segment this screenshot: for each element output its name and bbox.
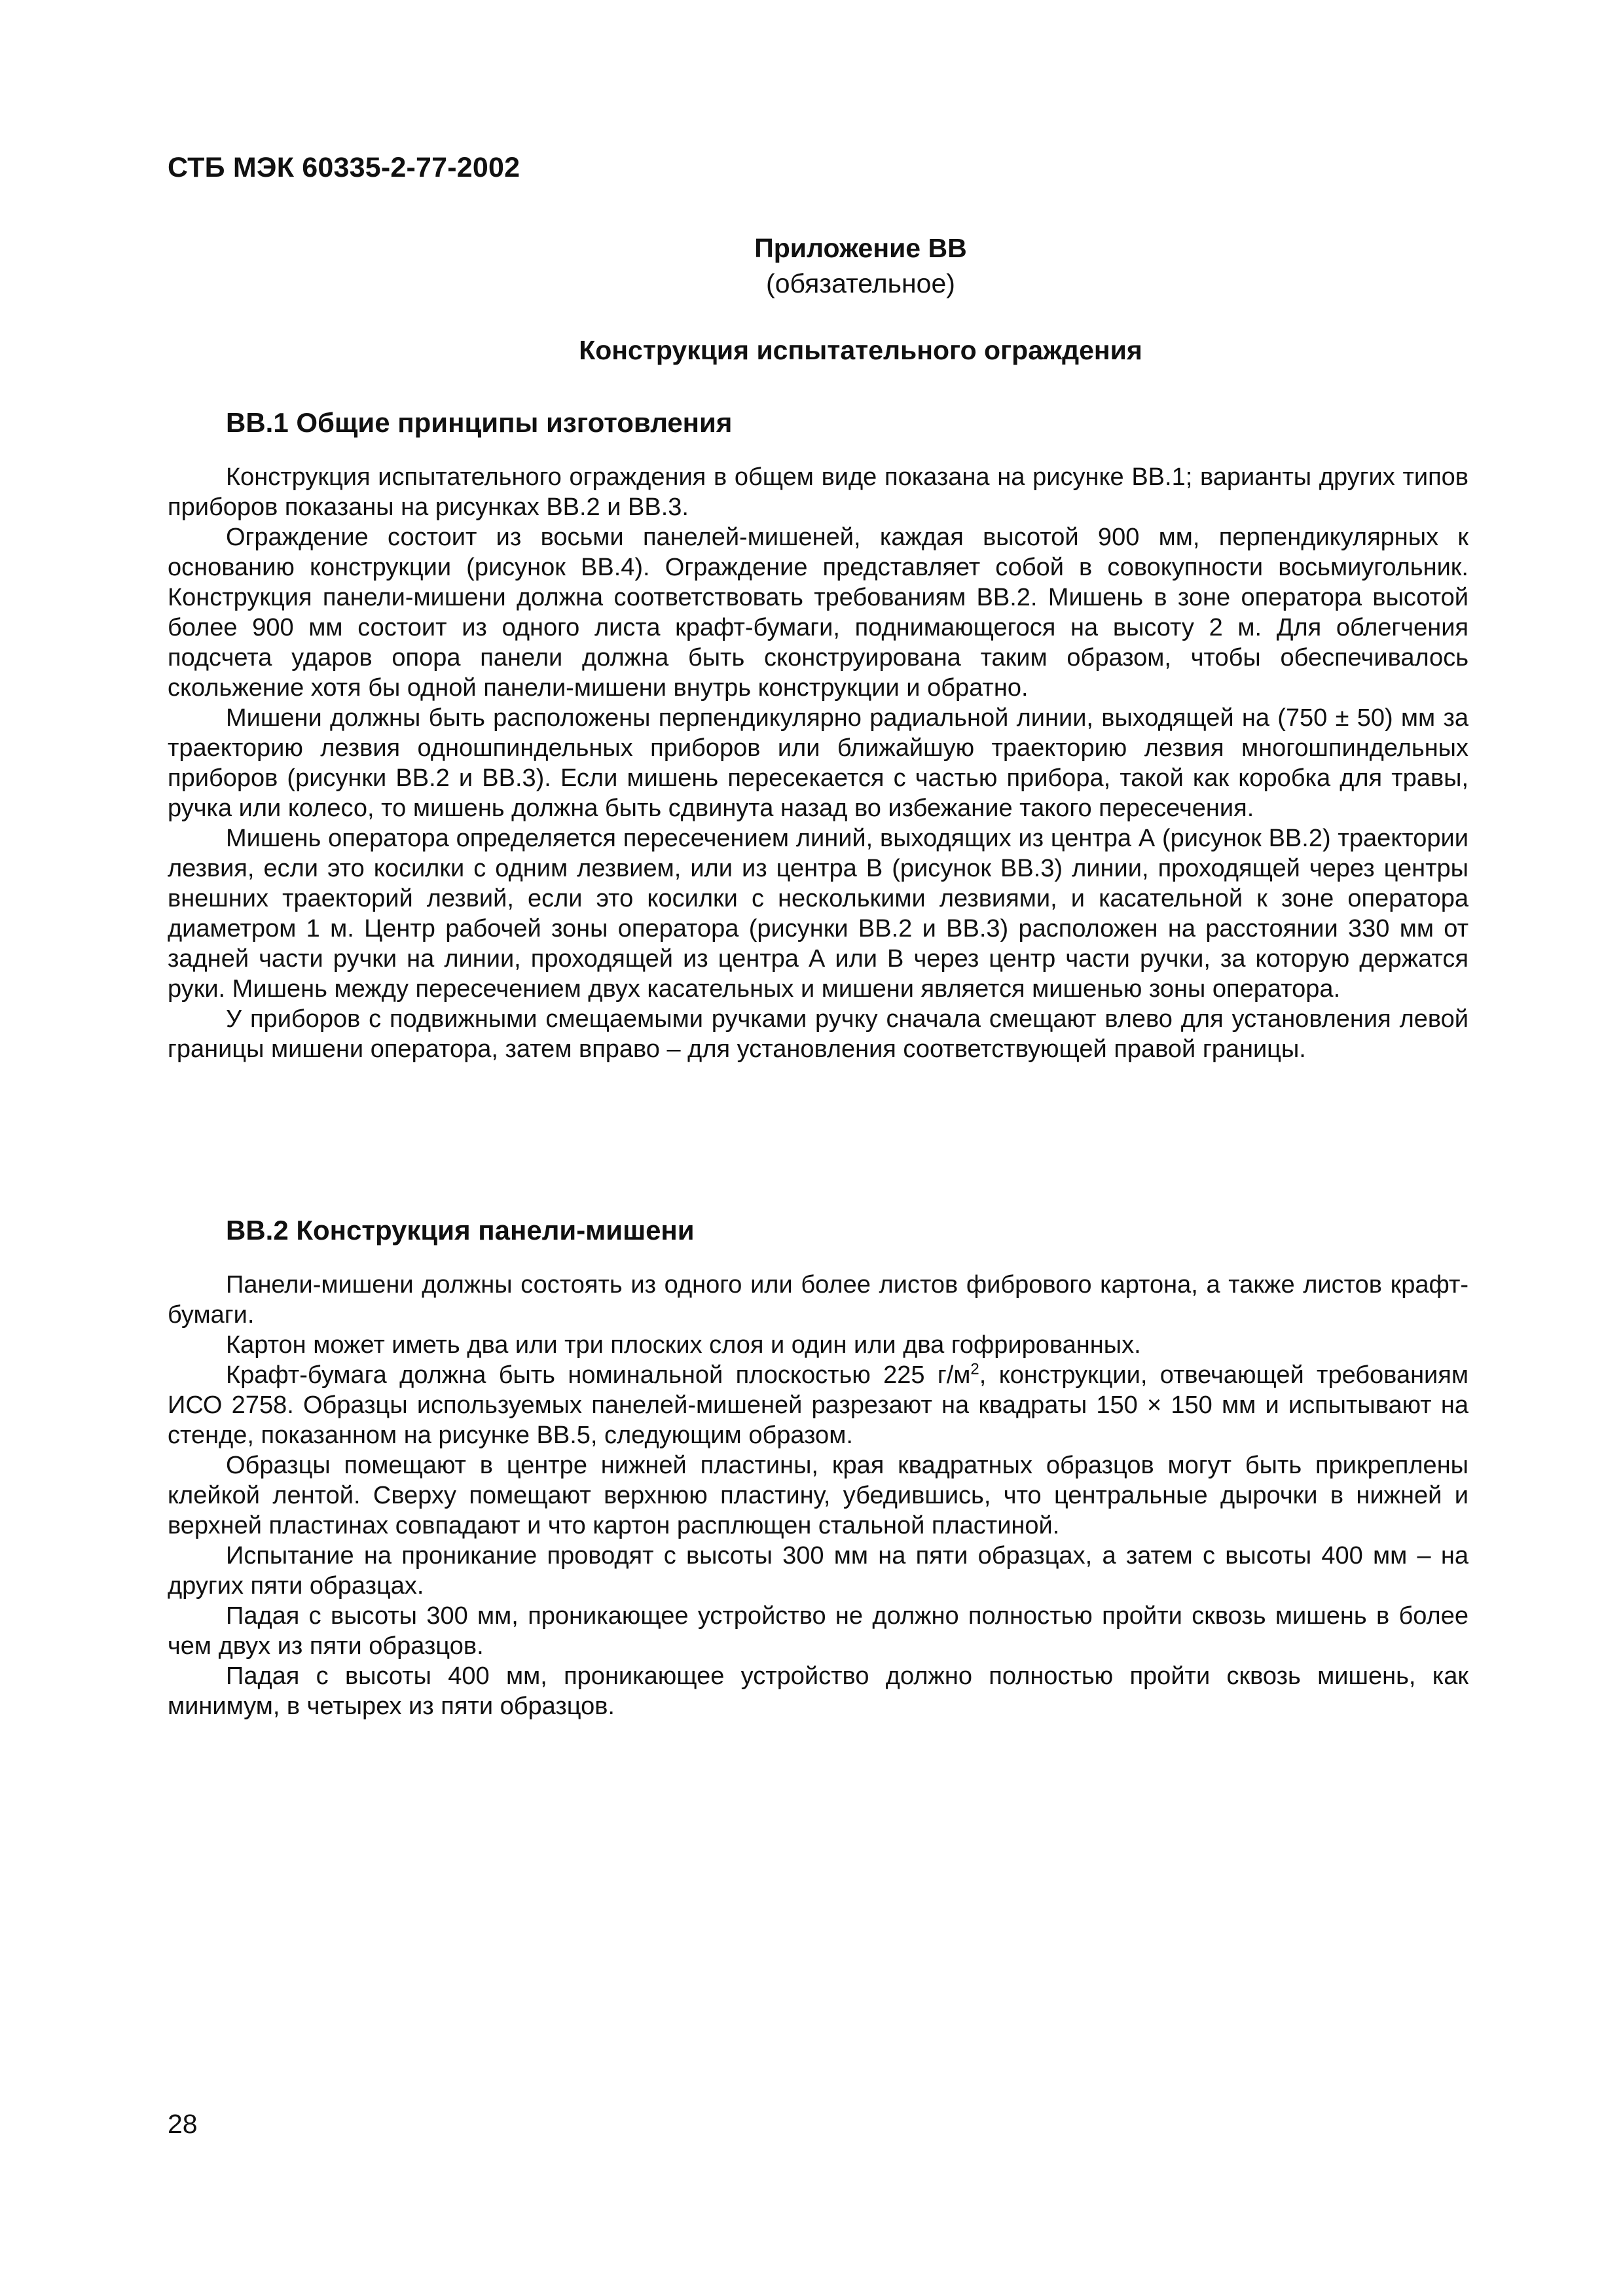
paragraph: Падая с высоты 300 мм, проникающее устройство не должно полностью пройти сквозь мишень в более чем двух из пяти образцов. (168, 1602, 1468, 1660)
annex-title: Приложение ВВ (754, 233, 967, 263)
paragraph: Испытание на проникание проводят с высоты 300 мм на пяти образцах, а затем с высоты 400 мм – на других пяти образцах. (168, 1542, 1468, 1600)
paragraph-text: , конструкции, отвечающей требованиям ИСО 2758. Образцы используемых панелей-мишеней разрезают на квадраты 150 × 150 мм и испытывают на стенде, показанном на рисунке ВВ.5, следующим образом. (168, 1361, 1468, 1449)
paragraph-text: Крафт-бумага должна быть номинальной плоскостью 225 г/м (226, 1361, 971, 1389)
paragraph (168, 1360, 1468, 1450)
superscript: 2 (970, 1360, 979, 1378)
paragraph: Панели-мишени должны состоять из одного или более листов фибрового картона, а также листов крафт-бумаги. (168, 1271, 1468, 1329)
paragraph: Конструкция испытательного ограждения в общем виде показана на рисунке ВВ.1; варианты других типов приборов показаны на рисунках ВВ.2 и ВВ.3. (168, 463, 1468, 521)
paragraph: Мишени должны быть расположены перпендикулярно радиальной линии, выходящей на (750 ± 50) мм за траекторию лезвия одношпиндельных приборов или ближайшую траекторию лезвия многошпиндельных приборов (рисунки ВВ.2 и ВВ.3). Если мишень пересекается с частью прибора, такой как коробка для травы, ручка или колесо, то мишень должна быть сдвинута назад во избежание такого пересечения. (168, 704, 1468, 822)
section-bb1-body (168, 462, 1468, 1064)
annex-heading: Конструкция испытательного ограждения (579, 335, 1142, 365)
section-bb2-body (168, 1270, 1468, 1721)
annex-status: (обязательное) (766, 268, 955, 298)
paragraph: Образцы помещают в центре нижней пластины, края квадратных образцов могут быть прикреплены клейкой лентой. Сверху помещают верхнюю пластину, убедившись, что центральные дырочки в нижней и верхней пластинах совпадают и что картон расплющен стальной пластиной. (168, 1452, 1468, 1539)
paragraph: Картон может иметь два или три плоских слоя и один или два гофрированных. (226, 1331, 1141, 1359)
paragraph: Мишень оператора определяется пересечением линий, выходящих из центра А (рисунок ВВ.2) траектории лезвия, если это косилки с одним лезвием, или из центра В (рисунок ВВ.3) линии, проходящей через центры внешних траекторий лезвий, если это косилки с несколькими лезвиями, и касательной к зоне оператора диаметром 1 м. Центр рабочей зоны оператора (рисунки ВВ.2 и ВВ.3) расположен на расстоянии 330 мм от задней части ручки на линии, проходящей из центра А или В через центр части ручки, за которую держатся руки. Мишень между пересечением двух касательных и мишени является мишенью зоны оператора. (168, 825, 1468, 1003)
section-heading-bb2: ВВ.2 Конструкция панели-мишени (226, 1215, 695, 1246)
section-heading-bb1: ВВ.1 Общие принципы изготовления (226, 407, 733, 438)
paragraph: Ограждение состоит из восьми панелей-мишеней, каждая высотой 900 мм, перпендикулярных к основанию конструкции (рисунок ВВ.4). Ограждение представляет собой в совокупности восьмиугольник. Конструкция панели-мишени должна соответствовать требованиям ВВ.2. Мишень в зоне оператора высотой более 900 мм состоит из одного листа крафт-бумаги, поднимающегося на высоту 2 м. Для облегчения подсчета ударов опора панели должна быть сконструирована таким образом, чтобы обеспечивалось скольжение хотя бы одной панели-мишени внутрь конструкции и обратно. (168, 524, 1468, 702)
standard-code: СТБ МЭК 60335-2-77-2002 (168, 152, 520, 183)
paragraph: У приборов с подвижными смещаемыми ручками ручку сначала смещают влево для установления левой границы мишени оператора, затем вправо – для установления соответствующей правой границы. (168, 1005, 1468, 1063)
page-number: 28 (168, 2109, 198, 2139)
paragraph: Падая с высоты 400 мм, проникающее устройство должно полностью пройти сквозь мишень, как минимум, в четырех из пяти образцов. (168, 1662, 1468, 1720)
